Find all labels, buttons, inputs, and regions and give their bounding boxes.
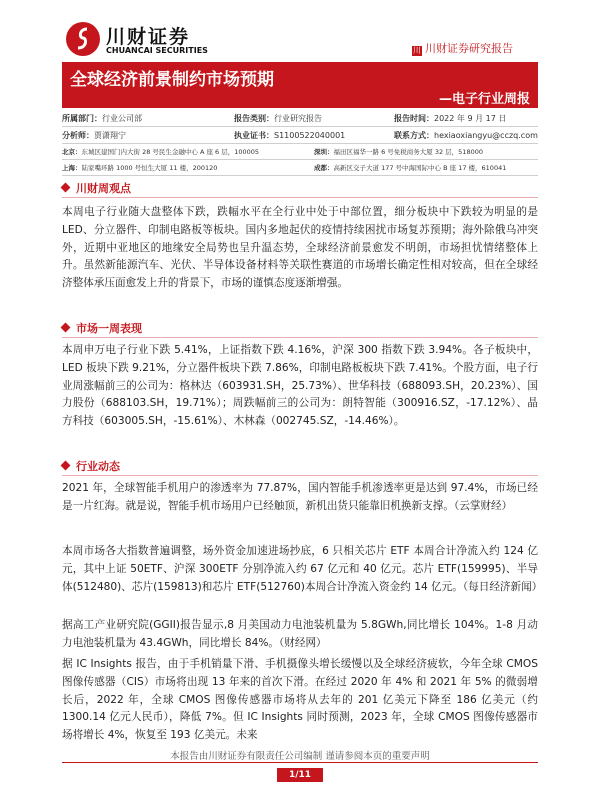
diamond-bullet-icon	[61, 183, 71, 193]
diamond-bullet-icon	[61, 461, 71, 471]
footer-disclaimer: 本报告由川财证券有限责任公司编制 谨请参阅本页的重要声明	[170, 751, 430, 762]
analyst-value: 贾潇翔宁	[94, 131, 126, 140]
industry-label: 所属部门：	[62, 114, 102, 123]
section-divider	[62, 337, 538, 338]
cert-label: 执业证书：	[234, 131, 274, 140]
contact-value[interactable]: hexiaoxiangyu@cczq.com	[434, 131, 538, 140]
report-subtitle: —电子行业周报	[438, 92, 530, 107]
section-title: 川财周观点	[76, 182, 131, 195]
brand-logo-icon	[66, 22, 100, 56]
section-divider	[62, 475, 538, 476]
industry-paragraph-2: 本周市场各大指数普遍调整，场外资金加速进场抄底，6 只相关芯片 ETF 本周合计净流入约 124 亿元，其中上证 50ETF、沪深 300ETF 分别净流入约 67 亿元和 40 亿元。芯片 ETF(159995)、半导体(512480)、芯片(159813)和芯片 ETF(512760)本周合计净流入资金约 14 亿元。（每日经济新闻）	[62, 545, 543, 593]
addr1-value: 东城区建国门内大街 28 号民生金融中心 A 座 6 层，100005	[81, 148, 260, 156]
category-value: 行业研究报告	[274, 114, 322, 123]
industry-value: 行业公司部	[102, 114, 142, 123]
diamond-bullet-icon	[61, 323, 71, 333]
date-label: 报告时间：	[394, 114, 434, 123]
contact-label: 联系方式：	[394, 131, 434, 140]
brand-name-cn: 川财证券	[106, 26, 191, 48]
addr4-value: 高新区交子大道 177 号中海国际中心 B 座 17 楼，610041	[333, 164, 507, 172]
cert-value: S1100522040001	[274, 131, 346, 140]
section-heading-industry	[62, 458, 120, 474]
viewpoint-paragraph: 本周电子行业随大盘整体下跌，跌幅水平在全行业中处于中部位置，细分板块中下跌较为明显的是 LED、分立器件、印制电路板等板块。国内多地起伏的疫情持续困扰市场复苏预期；海外除俄乌冲突外，近期中亚地区的地缘安全局势也呈升温态势，全球经济前景愈发不明朗，市场担忧情绪整体上升。虽然新能源汽车、光伏、半导体设备材料等关联性赛道的市场增长确定性相对较高，但在全球经济整体承压面愈发上升的背景下，市场的谨慎态度逐渐增强。	[62, 206, 538, 290]
industry-paragraph-4: 据 IC Insights 报告，由于手机销量下滑、手机摄像头增长缓慢以及全球经济疲软，今年全球 CMOS 图像传感器（CIS）市场将出现 13 年来的首次下滑。在经过 2020 年 4% 和 2021 年 5% 的微弱增长后，2022 年，全球 CMOS 图像传感器市场将从去年的 201 亿美元下降至 186 亿美元（约 1300.14 亿元人民币），降低 7%。但 IC Insights 同时预测，2023 年，全球 CMOS 图像传感器市场将增长 4%，恢复至 193 亿美元。未来	[62, 658, 538, 742]
report-type-tag	[412, 40, 513, 56]
industry-paragraph-3: 据高工产业研究院(GGII)报告显示,8 月美国动力电池装机量为 5.8GWh,同比增长 104%。1-8 月动力电池装机量为 43.4GWh，同比增长 84%。（财经网）	[62, 619, 538, 649]
section-heading-viewpoint	[62, 180, 131, 196]
report-tag-label: 川财证券研究报告	[425, 42, 513, 55]
title-banner	[62, 62, 538, 108]
brand-name-en: CHUANCAI SECURITIES	[106, 46, 208, 55]
date-value: 2022 年 9 月 17 日	[434, 114, 507, 123]
section-title: 行业动态	[76, 460, 120, 473]
addr2-value: 福田区福华一路 6 号免税商务大厦 32 层，518000	[333, 148, 483, 156]
addr3-value: 陆家嘴环路 1000 号恒生大厦 11 楼，200120	[81, 164, 218, 172]
address-row-1	[62, 144, 538, 160]
market-paragraph: 本周申万电子行业下跌 5.41%，上证指数下跌 4.16%，沪深 300 指数下跌 3.94%。各子板块中，LED 板块下跌 9.21%，分立器件板块下跌 7.86%，印制电路板板块下跌 7.41%。个股方面，电子行业周涨幅前三的公司为：格林达（603931.SH，25.73%）、世华科技（688093.SH，20.23%）、国力股份（688103.SH，19.71%）；周跌幅前三的公司为：朗特智能（300916.SZ，-17.12%）、晶方科技（603005.SH，-15.61%）、木林森（002745.SZ，-14.46%）。	[62, 344, 538, 428]
section-divider	[62, 197, 538, 198]
report-meta	[62, 110, 538, 176]
addr2-label: 深圳：	[314, 148, 334, 156]
page-header	[0, 0, 600, 60]
analyst-label: 分析师：	[62, 131, 94, 140]
addr4-label: 成都：	[314, 164, 334, 172]
report-title: 全球经济前景制约市场预期	[70, 70, 274, 90]
addr1-label: 北京：	[62, 148, 82, 156]
report-tag-icon: 川	[413, 46, 421, 55]
category-label: 报告类别：	[234, 114, 274, 123]
addr3-label: 上海：	[62, 164, 82, 172]
address-row-2	[62, 160, 538, 176]
meta-row-1	[62, 110, 538, 127]
industry-paragraph-1: 2021 年，全球智能手机用户的渗透率为 77.87%，国内智能手机渗透率更是达到 97.4%，市场已经是一片红海。就是说，智能手机市场用户已经触顶，新机出货只能靠旧机换新支撑。（云掌财经）	[62, 482, 538, 512]
footer-divider	[62, 762, 538, 763]
meta-row-2	[62, 127, 538, 144]
page-number: 1/11	[277, 768, 323, 782]
section-title: 市场一周表现	[76, 322, 142, 335]
section-heading-market	[62, 320, 142, 336]
